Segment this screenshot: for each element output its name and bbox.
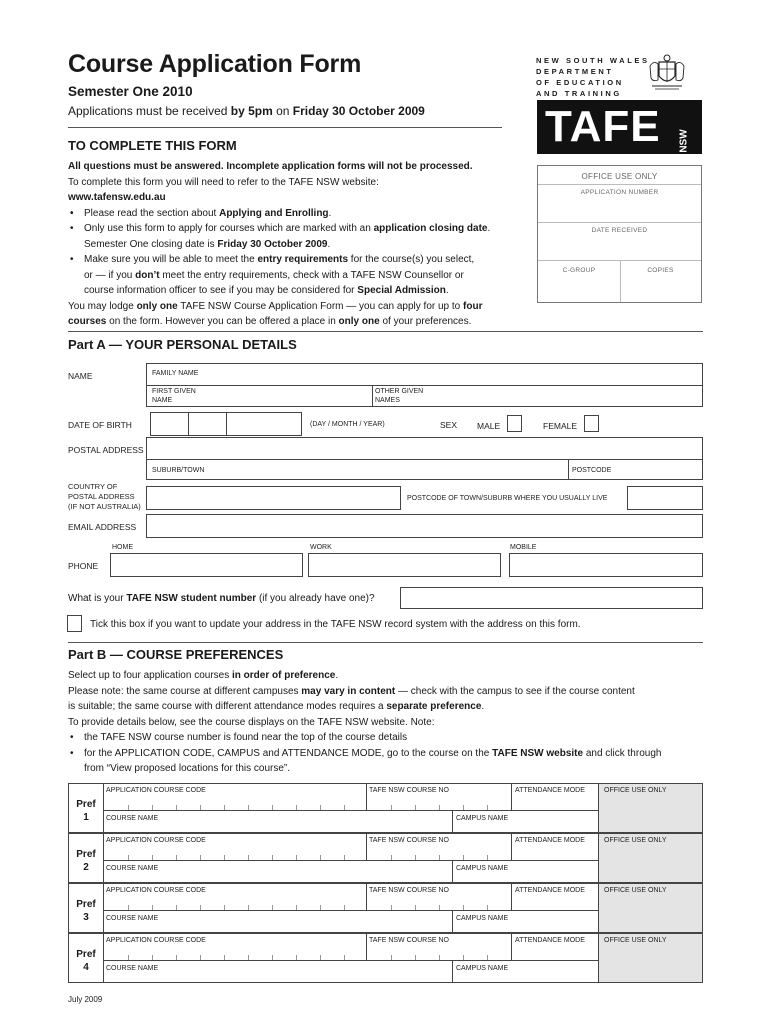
- campus-name-label: CAMPUS NAME: [456, 915, 509, 922]
- attendance-mode-field[interactable]: [512, 896, 598, 910]
- app-code-field[interactable]: [104, 846, 366, 860]
- other-given-names-field[interactable]: [373, 385, 702, 406]
- dob-label: DATE OF BIRTH: [68, 420, 132, 430]
- update-address-label: Tick this box if you want to update your address in the TAFE NSW record system with the address on this form.: [90, 619, 581, 630]
- deadline-text: Applications must be received by 5pm on Friday 30 October 2009: [68, 104, 425, 118]
- pref-label: Pref 3: [76, 899, 96, 923]
- tafe-logo: TAFE NSW: [537, 100, 702, 154]
- attendance-mode-label: ATTENDANCE MODE: [515, 887, 585, 894]
- semester-label: Semester One 2010: [68, 84, 193, 99]
- header-divider: [68, 127, 502, 128]
- work-phone-field[interactable]: [308, 553, 501, 577]
- office-use-cell: OFFICE USE ONLY: [598, 784, 702, 832]
- campus-name-label: CAMPUS NAME: [456, 815, 509, 822]
- tafe-course-no-field[interactable]: [367, 796, 511, 810]
- suburb-field[interactable]: [148, 459, 566, 479]
- campus-name-field[interactable]: [453, 961, 598, 983]
- female-checkbox[interactable]: [584, 415, 599, 432]
- email-field[interactable]: [146, 514, 703, 538]
- pref-row-2: [68, 833, 703, 883]
- app-code-label: APPLICATION COURSE CODE: [106, 887, 206, 894]
- attendance-mode-field[interactable]: [512, 946, 598, 960]
- course-name-field[interactable]: [104, 861, 452, 883]
- course-name-field[interactable]: [104, 811, 452, 833]
- part-a-divider: [68, 331, 703, 332]
- dob-field[interactable]: [150, 412, 302, 436]
- tafe-course-no-field[interactable]: [367, 846, 511, 860]
- app-code-field[interactable]: [104, 796, 366, 810]
- part-a-heading: Part A — YOUR PERSONAL DETAILS: [68, 337, 297, 352]
- tafe-course-no-label: TAFE NSW COURSE NO: [369, 787, 449, 794]
- campus-name-field[interactable]: [453, 861, 598, 883]
- pref-label: Pref 2: [76, 849, 96, 873]
- postcode-label: POSTCODE: [572, 467, 612, 474]
- pref-row-1: [68, 783, 703, 833]
- app-code-label: APPLICATION COURSE CODE: [106, 787, 206, 794]
- mobile-phone-label: MOBILE: [510, 544, 537, 551]
- part-b-heading: Part B — COURSE PREFERENCES: [68, 647, 284, 662]
- part-b-instructions: Select up to four application courses in order of preference. Please note: the same course at different campuses may vary in content — check with the campus to see if the course content is suitable; the same course with different attendance modes requires a separate preference. To provide details below, see the course displays on the TAFE NSW website. Note: • the TAFE NSW course number is found near the top of the course details • for the APPLICATION CODE, CAMPUS and ATTENDANCE MODE, go to the course on the TAFE NSW website and click through from “View proposed locations for this course”.: [68, 670, 662, 774]
- phone-label: PHONE: [68, 561, 99, 571]
- home-phone-label: HOME: [112, 544, 133, 551]
- pref-label: Pref 1: [76, 799, 96, 823]
- suburb-label: SUBURB/TOWN: [152, 467, 205, 474]
- pref-row-3: [68, 883, 703, 933]
- tafe-course-no-label: TAFE NSW COURSE NO: [369, 837, 449, 844]
- attendance-mode-field[interactable]: [512, 846, 598, 860]
- course-name-field[interactable]: [104, 911, 452, 933]
- female-label: FEMALE: [543, 421, 578, 431]
- office-use-box: OFFICE USE ONLY APPLICATION NUMBER DATE RECEIVED C-GROUP COPIES: [537, 165, 702, 303]
- postal-address-label: POSTAL ADDRESS: [68, 445, 144, 455]
- country-label: COUNTRY OF POSTAL ADDRESS (IF NOT AUSTRALIA): [68, 482, 141, 511]
- app-code-label: APPLICATION COURSE CODE: [106, 937, 206, 944]
- male-checkbox[interactable]: [507, 415, 522, 432]
- student-number-field[interactable]: [400, 587, 703, 609]
- complete-instructions: All questions must be answered. Incomplete application forms will not be processed. To complete this form you will need to refer to the TAFE NSW website: www.tafensw.edu.au • Please read the section about Applying and Enrolling. • Only use this form to apply for courses which are marked with an application closing date. Semester One closing date is Friday 30 October 2009. • Make sure you will be able to meet the entry requirements for the course(s) you select, or — if you don’t meet the entry requirements, check with a TAFE NSW Counsellor or course information officer to see if you may be considered for Special Admission. You may lodge only one TAFE NSW Course Application Form — you can apply for up to four courses on the form. However you can be offered a place in only one of your preferences.: [68, 161, 491, 327]
- course-name-label: COURSE NAME: [106, 965, 159, 972]
- home-phone-field[interactable]: [110, 553, 303, 577]
- dob-format-label: (DAY / MONTH / YEAR): [310, 421, 385, 428]
- usual-postcode-label: POSTCODE OF TOWN/SUBURB WHERE YOU USUALLY LIVE: [407, 495, 608, 502]
- work-phone-label: WORK: [310, 544, 332, 551]
- name-label: NAME: [68, 371, 93, 381]
- family-name-label: FAMILY NAME: [152, 370, 199, 377]
- app-code-label: APPLICATION COURSE CODE: [106, 837, 206, 844]
- app-code-field[interactable]: [104, 896, 366, 910]
- complete-heading: TO COMPLETE THIS FORM: [68, 138, 237, 153]
- office-use-cell: OFFICE USE ONLY: [598, 934, 702, 982]
- course-name-field[interactable]: [104, 961, 452, 983]
- attendance-mode-field[interactable]: [512, 796, 598, 810]
- app-code-field[interactable]: [104, 946, 366, 960]
- tafe-course-no-label: TAFE NSW COURSE NO: [369, 937, 449, 944]
- email-label: EMAIL ADDRESS: [68, 522, 137, 532]
- coat-of-arms-icon: [646, 52, 688, 94]
- campus-name-field[interactable]: [453, 911, 598, 933]
- pref-row-4: [68, 933, 703, 983]
- form-title: Course Application Form: [68, 50, 362, 78]
- mobile-phone-field[interactable]: [509, 553, 703, 577]
- country-field[interactable]: [146, 486, 401, 510]
- postcode-field[interactable]: [569, 459, 702, 479]
- first-given-name-label: FIRST GIVEN NAME: [152, 388, 196, 404]
- office-use-cell: OFFICE USE ONLY: [598, 834, 702, 882]
- pref-label: Pref 4: [76, 949, 96, 973]
- campus-name-field[interactable]: [453, 811, 598, 833]
- attendance-mode-label: ATTENDANCE MODE: [515, 937, 585, 944]
- update-address-checkbox[interactable]: [67, 615, 82, 632]
- campus-name-label: CAMPUS NAME: [456, 965, 509, 972]
- sex-label: SEX: [440, 420, 458, 430]
- tafe-course-no-label: TAFE NSW COURSE NO: [369, 887, 449, 894]
- footer-date: July 2009: [68, 995, 103, 1004]
- attendance-mode-label: ATTENDANCE MODE: [515, 787, 585, 794]
- attendance-mode-label: ATTENDANCE MODE: [515, 837, 585, 844]
- course-name-label: COURSE NAME: [106, 915, 159, 922]
- tafe-course-no-field[interactable]: [367, 896, 511, 910]
- campus-name-label: CAMPUS NAME: [456, 865, 509, 872]
- other-given-names-label: OTHER GIVEN NAMES: [375, 388, 424, 404]
- male-label: MALE: [477, 421, 501, 431]
- course-name-label: COURSE NAME: [106, 865, 159, 872]
- tafe-course-no-field[interactable]: [367, 946, 511, 960]
- course-name-label: COURSE NAME: [106, 815, 159, 822]
- family-name-field[interactable]: [148, 364, 701, 383]
- first-given-name-field[interactable]: [148, 385, 370, 406]
- student-number-question: What is your TAFE NSW student number (if you already have one)?: [68, 593, 375, 604]
- usual-postcode-field[interactable]: [627, 486, 703, 510]
- postal-address-field[interactable]: [148, 438, 701, 457]
- part-b-divider: [68, 642, 703, 643]
- department-name: NEW SOUTH WALES DEPARTMENT OF EDUCATION AND TRAINING: [536, 56, 650, 98]
- office-use-cell: OFFICE USE ONLY: [598, 884, 702, 932]
